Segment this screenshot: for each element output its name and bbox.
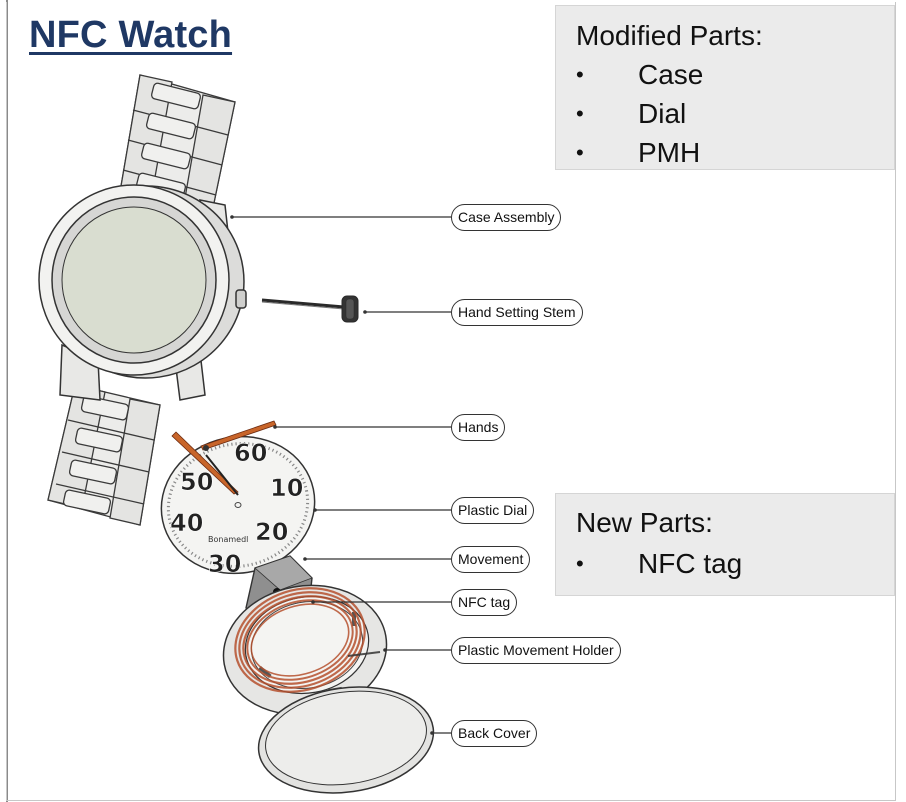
slide-title: NFC Watch: [29, 14, 233, 56]
callout-hand-setting-stem: Hand Setting Stem: [451, 299, 583, 326]
modified-parts-panel: Modified Parts: • Case • Dial • PMH: [555, 5, 895, 170]
modified-parts-heading: Modified Parts:: [576, 20, 763, 51]
dial-numeral-60: 60: [234, 439, 268, 467]
dial-numeral-50: 50: [180, 468, 214, 496]
dial-numeral-10: 10: [270, 474, 304, 502]
callout-back-cover: Back Cover: [451, 720, 537, 747]
watch-case: [36, 173, 257, 400]
dial-numeral-30: 30: [208, 550, 242, 578]
callout-case-assembly: Case Assembly: [451, 204, 561, 231]
dial-numeral-40: 40: [170, 509, 204, 537]
lower-bracelet: [48, 385, 160, 525]
new-parts-heading: New Parts:: [576, 507, 713, 538]
callout-plastic-movement-holder: Plastic Movement Holder: [451, 637, 621, 664]
hand-setting-stem: [262, 296, 358, 322]
plastic-dial-drawing: [149, 422, 328, 587]
callout-nfc-tag: NFC tag: [451, 589, 517, 616]
callout-movement: Movement: [451, 546, 530, 573]
dial-brand: Bonamedl: [208, 535, 249, 544]
dial-numeral-20: 20: [255, 518, 289, 546]
new-parts-panel: New Parts: • NFC tag: [555, 493, 895, 596]
callout-plastic-dial: Plastic Dial: [451, 497, 534, 524]
callout-hands: Hands: [451, 414, 505, 441]
